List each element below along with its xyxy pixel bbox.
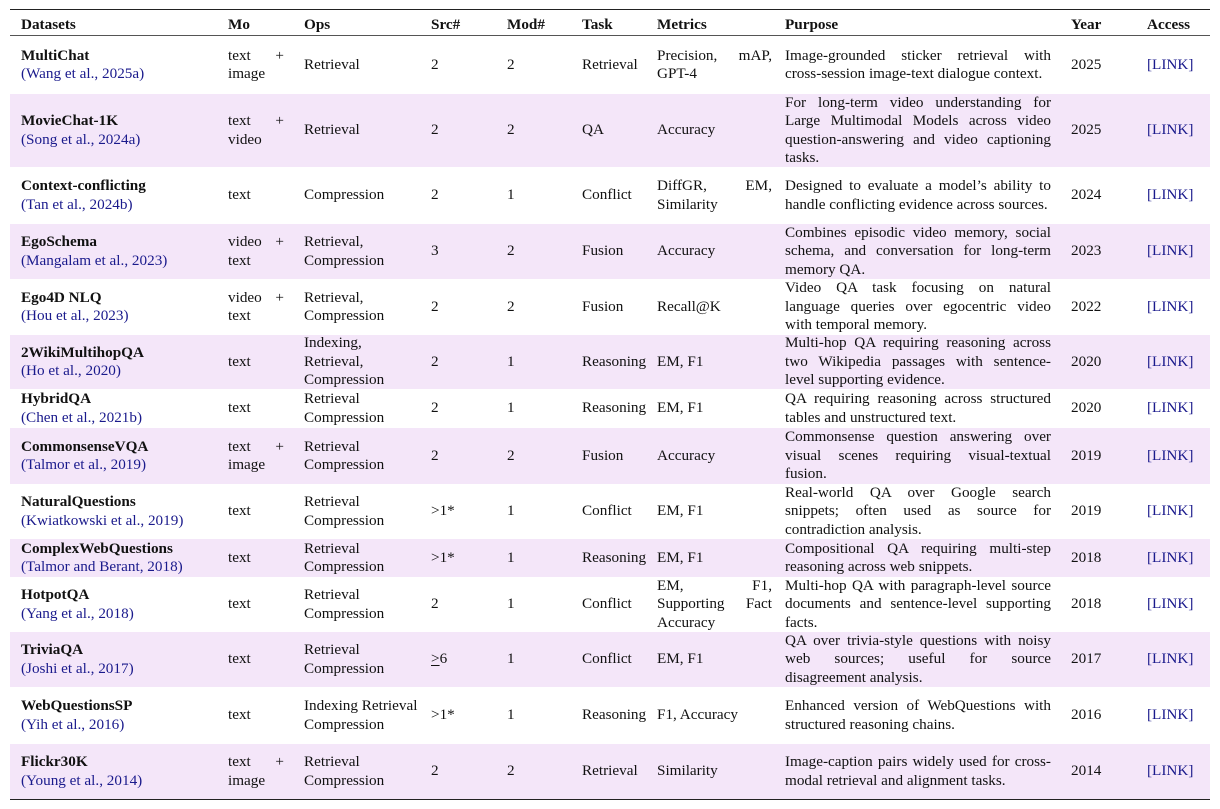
dataset-cell <box>10 344 217 381</box>
table-body <box>10 36 1210 799</box>
purpose-cell <box>774 47 1060 84</box>
access-link[interactable]: [LINK] <box>1147 502 1194 520</box>
dataset-name: MultiChat <box>21 46 90 64</box>
dataset-citation-link[interactable]: (Chen et al., 2021b) <box>21 408 143 426</box>
modality-text: text + image <box>228 437 284 473</box>
src-count-cell: 2 <box>431 121 439 139</box>
dataset-citation-link[interactable]: (Talmor and Berant, 2018) <box>21 558 183 575</box>
metrics-text: Accuracy <box>657 121 716 139</box>
dataset-name: WebQuestionsSP <box>21 697 133 714</box>
ops-cell: Retrieval Compression <box>304 753 385 789</box>
datasets-table <box>10 9 1210 800</box>
modality-text: text <box>228 352 251 370</box>
modality-cell <box>217 706 293 725</box>
access-link[interactable]: [LINK] <box>1147 121 1194 139</box>
metrics-cell <box>646 650 774 669</box>
purpose-cell <box>774 224 1060 280</box>
src-count-cell: 2 <box>431 352 439 370</box>
purpose-text: Multi-hop QA with paragraph-level source documents and sentence-level supporting facts. <box>785 576 1051 631</box>
dataset-cell <box>10 233 217 270</box>
metrics-cell <box>646 47 774 84</box>
dataset-citation-link[interactable]: (Song et al., 2024a) <box>21 130 141 148</box>
year-cell: 2023 <box>1071 242 1102 260</box>
modality-cell <box>217 112 293 149</box>
purpose-cell <box>774 334 1060 390</box>
purpose-text: Combines episodic video memory, social schema, and conversation for long-term memory QA. <box>785 223 1051 278</box>
access-cell <box>1136 353 1210 372</box>
dataset-name: 2WikiMultihopQA <box>21 343 144 361</box>
dataset-cell <box>10 438 217 475</box>
year-cell: 2019 <box>1071 446 1102 464</box>
metrics-text: F1, Accuracy <box>657 706 738 724</box>
purpose-cell <box>774 94 1060 168</box>
mod-count-cell: 2 <box>507 762 515 780</box>
ops-cell: Retrieval, Compression <box>304 233 385 269</box>
src-count-cell: 2 <box>431 446 439 464</box>
task-cell: Reasoning <box>582 706 646 724</box>
modality-cell <box>217 186 293 205</box>
modality-cell <box>217 595 293 614</box>
task-cell: Reasoning <box>582 548 646 566</box>
src-count-cell: >1* <box>431 548 455 566</box>
dataset-citation-link[interactable]: (Yih et al., 2016) <box>21 715 125 733</box>
access-cell <box>1136 595 1210 614</box>
mod-count-cell: 1 <box>507 706 515 724</box>
table-row <box>10 94 1210 167</box>
mod-count-cell: 2 <box>507 297 515 315</box>
mod-count-cell: 1 <box>507 502 515 520</box>
dataset-citation-link[interactable]: (Wang et al., 2025a) <box>21 65 145 82</box>
metrics-cell <box>646 502 774 521</box>
dataset-name: MovieChat-1K <box>21 112 119 129</box>
access-cell <box>1136 242 1210 261</box>
year-cell: 2025 <box>1071 121 1102 139</box>
dataset-cell <box>10 47 217 84</box>
modality-text: text <box>228 595 251 613</box>
access-link[interactable]: [LINK] <box>1147 399 1194 417</box>
table-row <box>10 687 1210 744</box>
purpose-cell <box>774 540 1060 577</box>
metrics-cell <box>646 399 774 418</box>
access-link[interactable]: [LINK] <box>1147 297 1194 315</box>
dataset-cell <box>10 390 217 427</box>
src-count-cell: 3 <box>431 242 439 260</box>
mod-count-cell: 1 <box>507 399 515 417</box>
table-row <box>10 389 1210 428</box>
modality-cell <box>217 438 293 475</box>
dataset-name: Context-conflicting <box>21 177 146 194</box>
access-cell <box>1136 502 1210 521</box>
ops-cell: Retrieval Compression <box>304 539 385 575</box>
year-cell: 2018 <box>1071 595 1102 613</box>
purpose-cell <box>774 697 1060 734</box>
metrics-text: EM, F1 <box>657 352 704 370</box>
ops-cell: Compression <box>304 186 385 204</box>
table-row <box>10 36 1210 94</box>
metrics-text: EM, F1 <box>657 548 704 566</box>
task-cell: Reasoning <box>582 352 646 370</box>
src-count-cell: 2 <box>431 762 439 780</box>
table-row <box>10 428 1210 484</box>
metrics-text: Accuracy <box>657 242 716 260</box>
dataset-name: Ego4D NLQ <box>21 288 102 306</box>
modality-cell <box>217 353 293 372</box>
modality-cell <box>217 753 293 790</box>
access-cell <box>1136 650 1210 669</box>
modality-text: text <box>228 548 251 566</box>
access-cell <box>1136 56 1210 75</box>
metrics-cell <box>646 353 774 372</box>
dataset-cell <box>10 112 217 149</box>
header-ops: Ops <box>304 15 331 33</box>
access-link[interactable]: [LINK] <box>1147 186 1194 204</box>
ops-cell: Retrieval Compression <box>304 437 385 473</box>
ops-cell: Retrieval, Compression <box>304 288 385 324</box>
access-cell <box>1136 549 1210 568</box>
dataset-name: EgoSchema <box>21 233 97 250</box>
ops-cell: Retrieval Compression <box>304 493 385 529</box>
modality-text: text + image <box>228 753 284 789</box>
table-row <box>10 744 1210 799</box>
header-datasets: Datasets <box>21 15 76 33</box>
mod-count-cell: 1 <box>507 595 515 613</box>
ops-cell: Indexing Retrieval Compression <box>304 697 418 733</box>
dataset-citation-link[interactable]: (Kwiatkowski et al., 2019) <box>21 511 184 529</box>
purpose-text: Commonsense question answering over visual scenes requiring visual-textual fusion. <box>785 428 1051 483</box>
metrics-text: Precision, mAP, GPT-4 <box>657 46 772 82</box>
dataset-citation-link[interactable]: (Yang et al., 2018) <box>21 604 134 622</box>
purpose-cell <box>774 753 1060 790</box>
purpose-text: Real-world QA over Google search snippets; often used as source for contradiction analysis. <box>785 483 1051 538</box>
metrics-text: EM, F1, Supporting Fact Accuracy <box>657 576 772 631</box>
modality-text: text <box>228 399 251 417</box>
access-link[interactable]: [LINK] <box>1147 55 1194 73</box>
metrics-cell <box>646 706 774 725</box>
mod-count-cell: 2 <box>507 242 515 260</box>
modality-cell <box>217 399 293 418</box>
purpose-text: Multi-hop QA requiring reasoning across two Wikipedia passages with sentence-level supporting evidence. <box>785 334 1051 389</box>
modality-text: text + video <box>228 112 284 148</box>
purpose-text: Compositional QA requiring multi-step reasoning across web snippets. <box>785 539 1051 575</box>
purpose-cell <box>774 577 1060 633</box>
src-count-cell: 2 <box>431 186 439 204</box>
metrics-text: EM, F1 <box>657 650 704 668</box>
src-count-cell: 2 <box>431 55 439 73</box>
task-cell: Reasoning <box>582 399 646 417</box>
dataset-cell <box>10 697 217 734</box>
access-cell <box>1136 186 1210 205</box>
table-row <box>10 484 1210 539</box>
metrics-cell <box>646 577 774 633</box>
purpose-text: QA over trivia-style questions with noisy web sources; useful for source disagreement analysis. <box>785 631 1051 686</box>
dataset-citation-link[interactable]: (Hou et al., 2023) <box>21 307 129 324</box>
access-cell <box>1136 298 1210 317</box>
table-row <box>10 279 1210 335</box>
modality-cell <box>217 47 293 84</box>
task-cell: Fusion <box>582 446 624 464</box>
metrics-text: Recall@K <box>657 297 721 315</box>
modality-text: video + text <box>228 233 284 269</box>
metrics-cell <box>646 447 774 466</box>
mod-count-cell: 2 <box>507 446 515 464</box>
table-row <box>10 632 1210 687</box>
purpose-cell <box>774 428 1060 484</box>
modality-cell <box>217 502 293 521</box>
src-count-cell: 2 <box>431 399 439 417</box>
access-link[interactable]: [LINK] <box>1147 762 1194 780</box>
dataset-cell <box>10 586 217 623</box>
access-cell <box>1136 706 1210 725</box>
modality-cell <box>217 549 293 568</box>
metrics-text: Accuracy <box>657 446 716 464</box>
purpose-cell <box>774 177 1060 214</box>
year-cell: 2019 <box>1071 502 1102 520</box>
purpose-cell <box>774 632 1060 688</box>
task-cell: Fusion <box>582 297 624 315</box>
task-cell: Conflict <box>582 595 632 613</box>
mod-count-cell: 1 <box>507 352 515 370</box>
year-cell: 2024 <box>1071 186 1102 204</box>
access-link[interactable]: [LINK] <box>1147 352 1194 370</box>
modality-text: text <box>228 650 251 668</box>
src-count-cell: 2 <box>431 595 439 613</box>
year-cell: 2018 <box>1071 548 1102 566</box>
dataset-cell <box>10 289 217 326</box>
header-mo: Mo <box>228 15 250 33</box>
header-task: Task <box>582 15 613 33</box>
table-row <box>10 577 1210 632</box>
metrics-cell <box>646 298 774 317</box>
access-link[interactable]: [LINK] <box>1147 595 1194 613</box>
access-link[interactable]: [LINK] <box>1147 706 1194 724</box>
table-row <box>10 167 1210 224</box>
year-cell: 2022 <box>1071 297 1102 315</box>
dataset-citation-link[interactable]: (Ho et al., 2020) <box>21 362 121 379</box>
metrics-cell <box>646 762 774 781</box>
table-header <box>10 10 1210 36</box>
dataset-name: NaturalQuestions <box>21 493 136 510</box>
modality-text: text <box>228 706 251 724</box>
metrics-text: EM, F1 <box>657 399 704 417</box>
purpose-text: QA requiring reasoning across structured tables and unstructured text. <box>785 390 1051 426</box>
mod-count-cell: 1 <box>507 650 515 668</box>
modality-cell <box>217 289 293 326</box>
year-cell: 2014 <box>1071 762 1102 780</box>
header-src: Src# <box>431 15 461 33</box>
dataset-name: CommonsenseVQA <box>21 437 149 455</box>
modality-text: text <box>228 186 251 204</box>
metrics-text: EM, F1 <box>657 502 704 520</box>
dataset-citation-link[interactable]: (Young et al., 2014) <box>21 771 143 789</box>
header-metrics: Metrics <box>657 15 707 33</box>
metrics-cell <box>646 242 774 261</box>
mod-count-cell: 2 <box>507 121 515 139</box>
access-link[interactable]: [LINK] <box>1147 446 1194 464</box>
purpose-text: Video QA task focusing on natural language queries over egocentric video with temporal memory. <box>785 279 1051 334</box>
task-cell: Retrieval <box>582 55 638 73</box>
modality-text: text <box>228 502 251 520</box>
access-link[interactable]: [LINK] <box>1147 650 1194 668</box>
modality-text: text + image <box>228 46 284 82</box>
dataset-name: ComplexWebQuestions <box>21 539 173 557</box>
src-count-cell: >1* <box>431 502 455 520</box>
purpose-cell <box>774 484 1060 540</box>
metrics-cell <box>646 549 774 568</box>
modality-text: video + text <box>228 288 284 324</box>
mod-count-cell: 2 <box>507 55 515 73</box>
header-access: Access <box>1147 15 1191 33</box>
dataset-citation-link[interactable]: (Tan et al., 2024b) <box>21 195 133 213</box>
access-cell <box>1136 447 1210 466</box>
mod-count-cell: 1 <box>507 186 515 204</box>
header-purpose: Purpose <box>785 15 839 33</box>
access-cell <box>1136 121 1210 140</box>
access-cell <box>1136 762 1210 781</box>
table-row <box>10 224 1210 279</box>
task-cell: Fusion <box>582 242 624 260</box>
dataset-cell <box>10 540 217 577</box>
table-row <box>10 539 1210 577</box>
year-cell: 2020 <box>1071 399 1102 417</box>
task-cell: Conflict <box>582 186 632 204</box>
year-cell: 2025 <box>1071 55 1102 73</box>
dataset-name: TriviaQA <box>21 641 84 658</box>
header-year: Year <box>1071 15 1102 33</box>
access-cell <box>1136 399 1210 418</box>
dataset-cell <box>10 177 217 214</box>
purpose-text: Image-caption pairs widely used for cross-modal retrieval and alignment tasks. <box>785 753 1051 789</box>
src-count-cell: >1* <box>431 706 455 724</box>
ops-cell: Retrieval Compression <box>304 390 385 426</box>
dataset-citation-link[interactable]: (Talmor et al., 2019) <box>21 456 147 473</box>
modality-cell <box>217 650 293 669</box>
access-link[interactable]: [LINK] <box>1147 548 1194 566</box>
metrics-cell <box>646 177 774 214</box>
dataset-name: HotpotQA <box>21 586 90 603</box>
year-cell: 2020 <box>1071 352 1102 370</box>
purpose-text: For long-term video understanding for Large Multimodal Models across video question-answering and video captioning tasks. <box>785 93 1051 166</box>
task-cell: Conflict <box>582 502 632 520</box>
header-mod: Mod# <box>507 15 545 33</box>
purpose-text: Image-grounded sticker retrieval with cross-session image-text dialogue context. <box>785 46 1051 82</box>
purpose-text: Enhanced version of WebQuestions with structured reasoning chains. <box>785 697 1051 733</box>
ops-cell: Indexing, Retrieval, Compression <box>304 334 385 389</box>
src-count-cell: 2 <box>431 297 439 315</box>
dataset-citation-link[interactable]: (Joshi et al., 2017) <box>21 659 134 677</box>
purpose-cell <box>774 390 1060 427</box>
task-cell: Conflict <box>582 650 632 668</box>
dataset-name: Flickr30K <box>21 753 88 770</box>
purpose-text: Designed to evaluate a model’s ability to handle conflicting evidence across sources. <box>785 177 1051 213</box>
ops-cell: Retrieval <box>304 121 360 139</box>
purpose-cell <box>774 279 1060 335</box>
src-count-cell: >6 <box>431 650 448 668</box>
metrics-cell <box>646 121 774 140</box>
task-cell: QA <box>582 121 604 139</box>
metrics-text: Similarity <box>657 762 718 780</box>
year-cell: 2016 <box>1071 706 1102 724</box>
dataset-cell <box>10 493 217 530</box>
dataset-cell <box>10 641 217 678</box>
year-cell: 2017 <box>1071 650 1102 668</box>
table-row <box>10 335 1210 389</box>
task-cell: Retrieval <box>582 762 638 780</box>
ops-cell: Retrieval Compression <box>304 586 385 622</box>
access-link[interactable]: [LINK] <box>1147 242 1194 260</box>
dataset-citation-link[interactable]: (Mangalam et al., 2023) <box>21 251 168 269</box>
metrics-text: DiffGR, EM, Similarity <box>657 177 772 213</box>
dataset-cell <box>10 753 217 790</box>
ops-cell: Retrieval <box>304 55 360 73</box>
ops-cell: Retrieval Compression <box>304 641 385 677</box>
mod-count-cell: 1 <box>507 548 515 566</box>
dataset-name: HybridQA <box>21 390 92 407</box>
modality-cell <box>217 233 293 270</box>
